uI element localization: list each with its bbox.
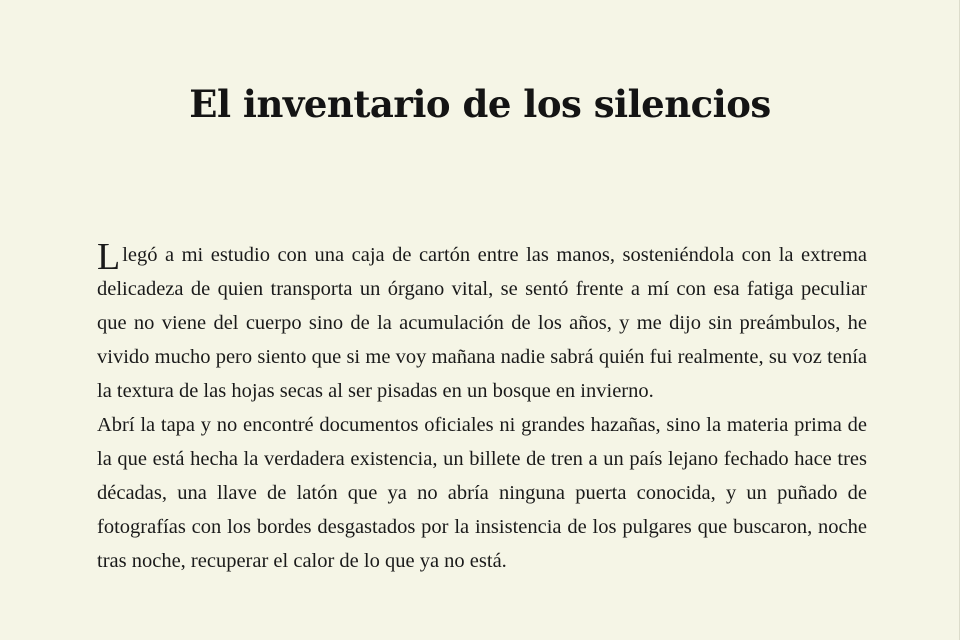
paragraph-1: [97, 238, 867, 408]
paragraph-2: Abrí la tapa y no encontré documentos oficiales ni grandes hazañas, sino la materia prima de la que está hecha la verdadera existencia, un billete de tren a un país lejano fechado hace tres décadas, una llave de latón que ya no abría ninguna puerta conocida, y un puñado de fotografías con los bordes desgastados por la insistencia de los pulgares que buscaron, noche tras noche, recuperar el calor de lo que ya no está.: [97, 414, 867, 572]
paragraph-1-text: legó a mi estudio con una caja de cartón entre las manos, sosteniéndola con la extrema delicadeza de quien transporta un órgano vital, se sentó frente a mí con esa fatiga peculiar que no viene del cuerpo sino de la acumulación de los años, y me dijo sin preámbulos, he vivido mucho pero siento que si me voy mañana nadie sabrá quién fui realmente, su voz tenía la textura de las hojas secas al ser pisadas en un bosque en invierno.: [97, 244, 867, 402]
document-title: El inventario de los silencios: [189, 82, 771, 126]
drop-cap: L: [97, 236, 121, 278]
document-body: [97, 238, 867, 578]
